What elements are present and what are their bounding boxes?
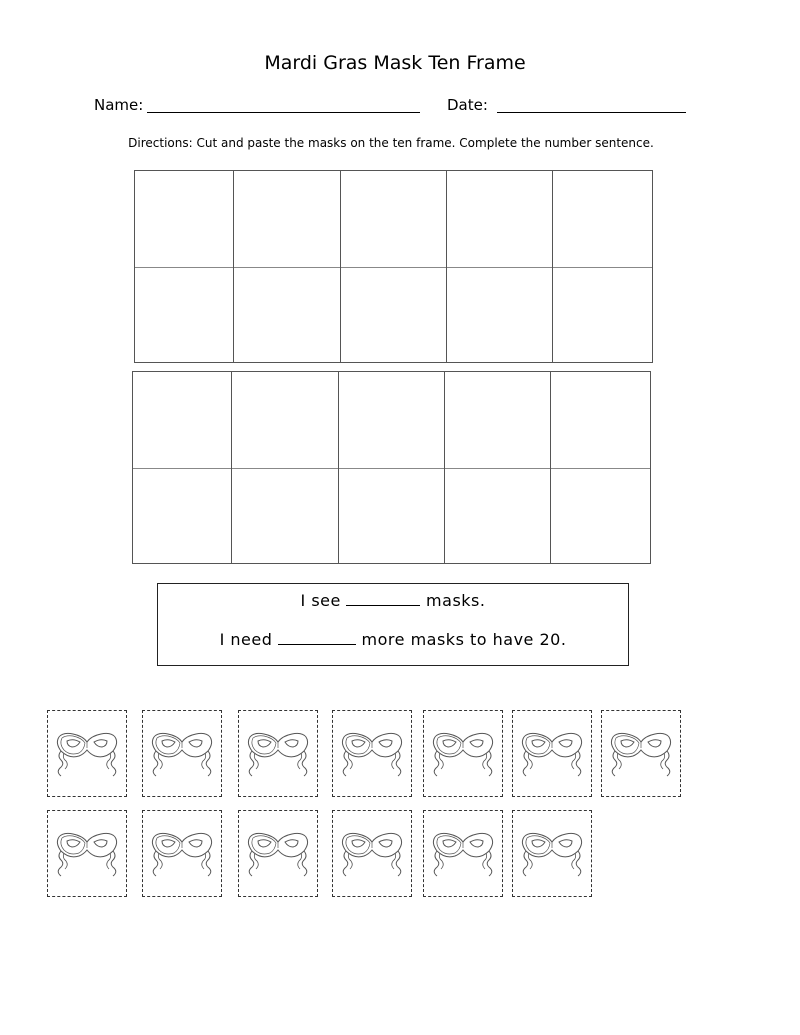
- mask-card[interactable]: [238, 810, 318, 897]
- mask-card[interactable]: [142, 810, 222, 897]
- frame-column-divider: [444, 372, 445, 563]
- frame-column-divider: [231, 372, 232, 563]
- ten-frame-1: [134, 170, 653, 363]
- mardi-gras-mask-icon: [148, 729, 216, 779]
- masks-needed-blank[interactable]: [278, 632, 356, 645]
- name-field[interactable]: [147, 112, 420, 113]
- directions-text: Directions: Cut and paste the masks on the ten frame. Complete the number sentence.: [128, 136, 654, 150]
- mardi-gras-mask-icon: [429, 729, 497, 779]
- mask-card[interactable]: [332, 710, 412, 797]
- mask-card[interactable]: [47, 810, 127, 897]
- frame-column-divider: [233, 171, 234, 362]
- ten-frame-2: [132, 371, 651, 564]
- sentence-2-end: more masks to have 20.: [361, 630, 567, 649]
- mardi-gras-mask-icon: [338, 729, 406, 779]
- name-label: Name:: [94, 96, 144, 114]
- sentence-1-end: masks.: [426, 591, 486, 610]
- mardi-gras-mask-icon: [53, 729, 121, 779]
- date-field[interactable]: [497, 112, 686, 113]
- date-label: Date:: [447, 96, 488, 114]
- sentence-line-2: [158, 630, 628, 649]
- sentence-1-start: I see: [300, 591, 341, 610]
- frame-row-divider: [133, 468, 650, 469]
- mardi-gras-mask-icon: [53, 829, 121, 879]
- mask-card[interactable]: [423, 810, 503, 897]
- number-sentence-box: [157, 583, 629, 666]
- mask-card[interactable]: [601, 710, 681, 797]
- mask-card[interactable]: [238, 710, 318, 797]
- mask-card[interactable]: [47, 710, 127, 797]
- mask-card[interactable]: [332, 810, 412, 897]
- masks-seen-blank[interactable]: [346, 593, 420, 606]
- mask-card[interactable]: [512, 710, 592, 797]
- mask-card[interactable]: [512, 810, 592, 897]
- mardi-gras-mask-icon: [244, 829, 312, 879]
- mardi-gras-mask-icon: [148, 829, 216, 879]
- mask-card[interactable]: [423, 710, 503, 797]
- mardi-gras-mask-icon: [518, 729, 586, 779]
- mardi-gras-mask-icon: [607, 729, 675, 779]
- page-title: Mardi Gras Mask Ten Frame: [264, 52, 526, 74]
- frame-column-divider: [338, 372, 339, 563]
- sentence-2-start: I need: [219, 630, 273, 649]
- frame-column-divider: [340, 171, 341, 362]
- mardi-gras-mask-icon: [338, 829, 406, 879]
- mardi-gras-mask-icon: [429, 829, 497, 879]
- mardi-gras-mask-icon: [518, 829, 586, 879]
- frame-row-divider: [135, 267, 652, 268]
- frame-column-divider: [550, 372, 551, 563]
- frame-column-divider: [446, 171, 447, 362]
- mardi-gras-mask-icon: [244, 729, 312, 779]
- sentence-line-1: [158, 591, 628, 610]
- frame-column-divider: [552, 171, 553, 362]
- mask-card[interactable]: [142, 710, 222, 797]
